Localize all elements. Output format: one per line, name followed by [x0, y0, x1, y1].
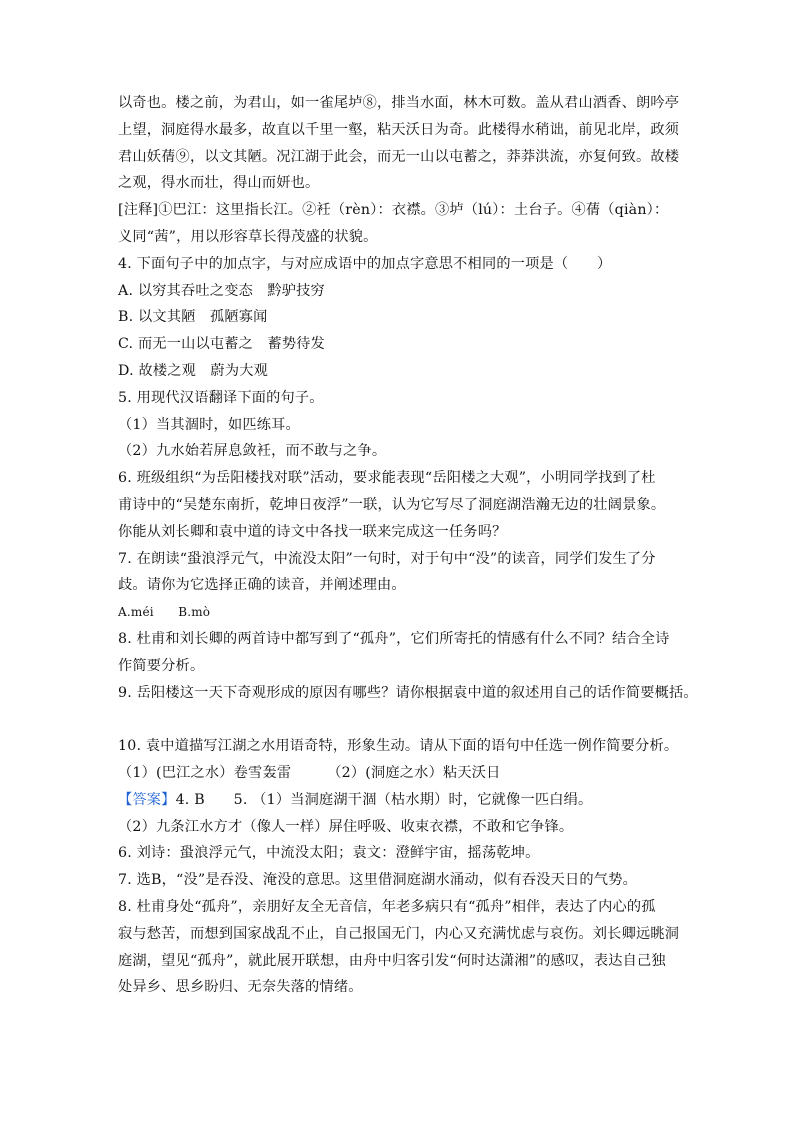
notes-line: [注释]①巴江：这里指长江。②衽（rèn）：衣襟。③垆（lú）：土台子。④蒨（qiàn）： [118, 202, 669, 219]
question-4-option: D. 故楼之观 蔚为大观 [118, 362, 268, 379]
question-5-item: （2）九水始若屏息敛衽，而不敢与之争。 [118, 443, 387, 460]
question-6-line: 6. 班级组织“为岳阳楼找对联”活动，要求能表现“岳阳楼之大观”，小明同学找到了杜 [118, 470, 656, 487]
blank-space [118, 706, 688, 733]
passage-line: 以奇也。楼之前，为君山，如一雀尾垆⑧，排当水面，林木可数。盖从君山酒香、朗吟亭 [118, 95, 680, 111]
passage-line: 上望，洞庭得水最多，故直以千里一壑，粘天沃日为奇。此楼得水稍诎，前见北岸，政须 [118, 121, 680, 138]
question-5-item: （1）当其涸时，如匹练耳。 [118, 416, 300, 433]
document-body [118, 90, 698, 1001]
question-7-options: A.méi B.mò [118, 605, 211, 620]
answer-line: 寂与愁苦，而想到国家战乱不止，自己报国无门，内心又充满忧虑与哀伤。刘长卿远眺洞 [118, 925, 680, 942]
question-4-option: C. 而无一山以屯蓄之 蓄势待发 [118, 336, 326, 353]
answer-line: 庭湖，望见“孤舟”，就此展开联想，由舟中归客引发“何时达潇湘”的感叹，表达自己独 [118, 952, 666, 969]
passage-line: 之观，得水而壮，得山而妍也。 [118, 175, 320, 192]
question-10-items: （1）(巴江之水）卷雪轰雷 （2）(洞庭之水）粘天沃日 [118, 764, 501, 781]
answer-line: （2）九条江水方才（像人一样）屏住呼吸、收束衣襟，不敢和它争锋。 [118, 818, 574, 835]
answer-line: 7. 选B，“没”是吞没、淹没的意思。这里借洞庭湖水涌动，似有吞没天日的气势。 [118, 872, 637, 889]
answer-first-text: 4. B 5. （1）当洞庭湖干涸（枯水期）时，它就像一匹白绢。 [175, 791, 593, 808]
question-10-stem: 10. 袁中道描写江湖之水用语奇特，形象生动。请从下面的语句中任选一例作简要分析。 [118, 738, 679, 755]
answer-line: 处异乡、思乡盼归、无奈失落的情绪。 [118, 979, 363, 996]
question-8-line: 作简要分析。 [118, 657, 205, 674]
question-4-option: B. 以文其陋 孤陋寡闻 [118, 309, 268, 326]
question-7-line: 歧。请你为它选择正确的读音，并阐述理由。 [118, 577, 406, 594]
answer-line: 8. 杜甫身处“孤舟”，亲朋好友全无音信，年老多病只有“孤舟”相伴，表达了内心的孤 [118, 898, 656, 915]
question-5-stem: 5. 用现代汉语翻译下面的句子。 [118, 389, 324, 406]
question-6-line: 你能从刘长卿和袁中道的诗文中各找一联来完成这一任务吗？ [118, 523, 507, 540]
passage-line: 君山妖蒨⑨，以文其陋。况江湖于此会，而无一山以屯蓄之，莽莽洪流，亦复何致。故楼 [118, 148, 680, 165]
question-7-line: 7. 在朗读“蛩浪浮元气，中流没太阳”一句时，对于句中“没”的读音，同学们发生了分 [118, 550, 656, 567]
question-6-line: 甫诗中的“吴楚东南折，乾坤日夜浮”一联，认为它写尽了洞庭湖浩瀚无边的壮阔景象。 [118, 496, 666, 513]
notes-line: 义同“茜”，用以形容草长得茂盛的状貌。 [118, 228, 378, 245]
answer-first-line [118, 787, 688, 814]
answer-line: 6. 刘诗：蛩浪浮元气，中流没太阳；袁文：澄鲜宇宙，摇荡乾坤。 [118, 845, 540, 862]
question-8-line: 8. 杜甫和刘长卿的两首诗中都写到了“孤舟”，它们所寄托的情感有什么不同？结合全诗 [118, 630, 670, 647]
question-9-stem: 9. 岳阳楼这一天下奇观形成的原因有哪些？请你根据袁中道的叙述用自己的话作简要概括。 [118, 684, 698, 701]
question-4-stem: 4. 下面句子中的加点字，与对应成语中的加点字意思不相同的一项是（ ） [118, 255, 612, 272]
question-4-option: A. 以穷其吞吐之变态 黔驴技穷 [118, 282, 325, 299]
answer-tag: 【答案】 [118, 791, 176, 808]
